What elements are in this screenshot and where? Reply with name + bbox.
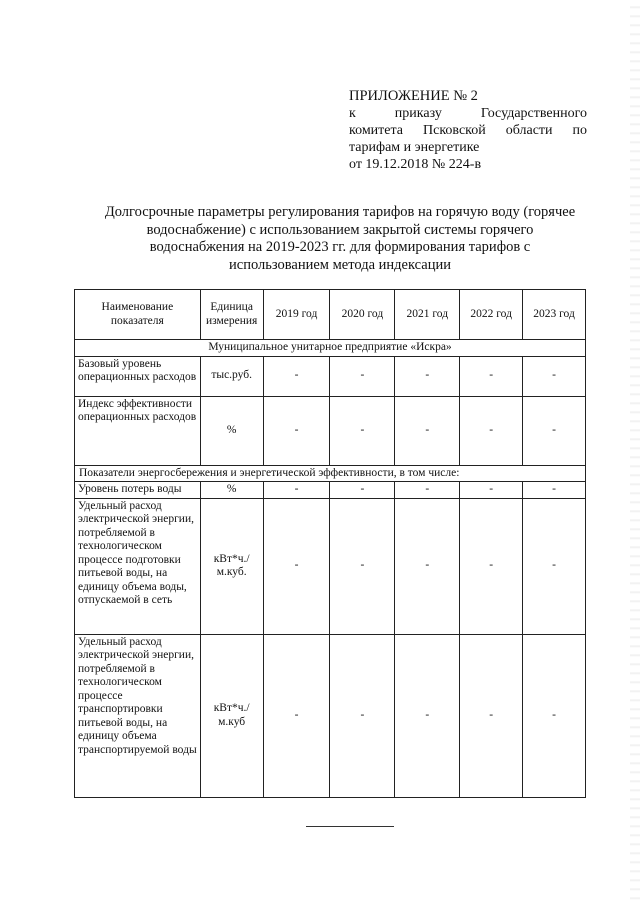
cell-2022: -	[460, 396, 523, 465]
header-2021: 2021 год	[395, 290, 460, 340]
table-row	[75, 634, 586, 797]
section-row-enterprise	[75, 340, 586, 357]
header-2019: 2019 год	[263, 290, 330, 340]
cell-2022: -	[460, 634, 523, 797]
table-row	[75, 356, 586, 396]
row-name: Уровень потерь воды	[75, 482, 201, 499]
table-header-row	[75, 290, 586, 340]
cell-2023: -	[523, 356, 586, 396]
row-name: Базовый уровень операционных расходов	[75, 356, 201, 396]
cell-2021: -	[395, 482, 460, 499]
parameters-table	[74, 289, 586, 798]
header-2023: 2023 год	[523, 290, 586, 340]
cell-2023: -	[523, 498, 586, 634]
cell-2020: -	[330, 482, 395, 499]
section-energy: Показатели энергосбережения и энергетической эффективности, в том числе:	[75, 465, 586, 482]
document-title: Долгосрочные параметры регулирования тарифов на горячую воду (горячее водоснабжение) с использованием закрытой системы горячего водоснабжения на 2019-2023 гг. для формирования тарифов с использованием метода индексации	[104, 204, 576, 273]
appendix-line-1: к приказу Государственного	[349, 106, 587, 121]
cell-2019: -	[263, 482, 330, 499]
cell-2019: -	[263, 634, 330, 797]
cell-2020: -	[330, 634, 395, 797]
appendix-line-2: комитета Псковской области по	[349, 123, 587, 138]
cell-2022: -	[460, 482, 523, 499]
row-name: Индекс эффективности операционных расходов	[75, 396, 201, 465]
cell-2021: -	[395, 356, 460, 396]
cell-2023: -	[523, 396, 586, 465]
appendix-title: ПРИЛОЖЕНИЕ № 2	[349, 88, 478, 104]
cell-2020: -	[330, 396, 395, 465]
header-2020: 2020 год	[330, 290, 395, 340]
table-row	[75, 482, 586, 499]
appendix-line-4: от 19.12.2018 № 224-в	[349, 157, 482, 172]
cell-2022: -	[460, 356, 523, 396]
bottom-divider	[306, 826, 394, 827]
cell-2019: -	[263, 396, 330, 465]
cell-2021: -	[395, 634, 460, 797]
cell-2023: -	[523, 482, 586, 499]
row-name: Удельный расход электрической энергии, потребляемой в технологическом процессе транспортировки питьевой воды, на единицу объема транспортируемой воды	[75, 634, 201, 797]
appendix-line-3: тарифам и энергетике	[349, 140, 480, 155]
table-row	[75, 498, 586, 634]
row-unit: кВт*ч./м.куб	[200, 634, 263, 797]
table-row	[75, 396, 586, 465]
cell-2020: -	[330, 356, 395, 396]
section-enterprise: Муниципальное унитарное предприятие «Искра»	[75, 340, 586, 357]
header-2022: 2022 год	[460, 290, 523, 340]
appendix-block	[349, 88, 587, 173]
row-unit: %	[200, 396, 263, 465]
row-unit: %	[200, 482, 263, 499]
cell-2020: -	[330, 498, 395, 634]
row-unit: кВт*ч./м.куб.	[200, 498, 263, 634]
cell-2019: -	[263, 498, 330, 634]
cell-2021: -	[395, 498, 460, 634]
row-unit: тыс.руб.	[200, 356, 263, 396]
header-unit: Единица измерения	[200, 290, 263, 340]
cell-2019: -	[263, 356, 330, 396]
cell-2023: -	[523, 634, 586, 797]
cell-2021: -	[395, 396, 460, 465]
scan-edge-artifact	[630, 0, 640, 905]
row-name: Удельный расход электрической энергии, потребляемой в технологическом процессе подготовки питьевой воды, на единицу объема воды, отпускаемой в сеть	[75, 498, 201, 634]
cell-2022: -	[460, 498, 523, 634]
header-name: Наименование показателя	[75, 290, 201, 340]
section-row-energy	[75, 465, 586, 482]
